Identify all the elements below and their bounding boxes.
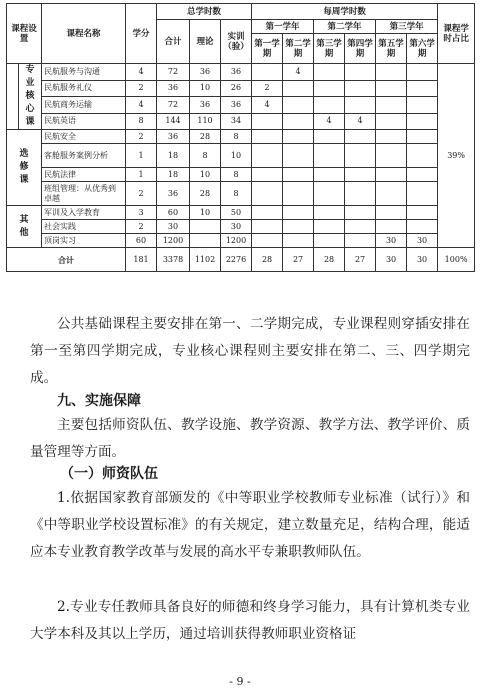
table-row — [7, 130, 475, 144]
total-ratio: 100% — [438, 248, 475, 272]
total-s1: 28 — [252, 248, 283, 272]
course-theory-cell: 10 — [190, 168, 221, 182]
course-s1-cell — [252, 168, 283, 182]
course-s1-cell — [252, 144, 283, 168]
course-s1-cell — [252, 234, 283, 248]
course-credits-cell: 4 — [126, 97, 157, 114]
course-s1-cell — [252, 182, 283, 206]
course-s4-cell — [345, 182, 376, 206]
course-credits-cell: 4 — [126, 64, 157, 81]
header-year2: 第二学年 — [314, 20, 376, 34]
course-credits-cell: 2 — [126, 220, 157, 234]
total-s5: 30 — [376, 248, 407, 272]
course-s6-cell — [407, 206, 438, 220]
course-name-cell: 民航英语 — [42, 113, 126, 130]
curriculum-table — [6, 3, 475, 272]
group-other-label: 其 他 — [7, 206, 42, 248]
table-row — [7, 80, 475, 97]
course-s4-cell: 4 — [345, 113, 376, 130]
header-sem2: 第二学期 — [283, 34, 314, 64]
course-s2-cell — [283, 113, 314, 130]
course-s3-cell — [314, 130, 345, 144]
course-s1-cell — [252, 64, 283, 81]
course-name-cell: 班组管理：从优秀到卓越 — [42, 182, 126, 206]
course-credits-cell: 1 — [126, 168, 157, 182]
group-elective-label: 选 修 课 — [7, 130, 42, 206]
course-s4-cell — [345, 130, 376, 144]
course-practice-cell: 1200 — [221, 234, 252, 248]
course-name-cell: 民航服务礼仪 — [42, 80, 126, 97]
course-credits-cell: 2 — [126, 130, 157, 144]
course-s4-cell — [345, 220, 376, 234]
course-total-cell: 30 — [157, 220, 190, 234]
course-practice-cell: 26 — [221, 80, 252, 97]
course-theory-cell: 110 — [190, 113, 221, 130]
course-credits-cell: 1 — [126, 144, 157, 168]
course-s2-cell — [283, 220, 314, 234]
course-practice-cell: 10 — [221, 144, 252, 168]
course-s1-cell — [252, 113, 283, 130]
course-theory-cell — [190, 234, 221, 248]
course-rows — [7, 64, 475, 248]
course-credits-cell: 2 — [126, 182, 157, 206]
course-s3-cell — [314, 97, 345, 114]
course-total-cell: 144 — [157, 113, 190, 130]
course-s5-cell — [376, 80, 407, 97]
header-year3: 第三学年 — [376, 20, 438, 34]
course-name-cell: 社会实践 — [42, 220, 126, 234]
course-total-cell: 36 — [157, 130, 190, 144]
table-row — [7, 220, 475, 234]
course-s2-cell — [283, 144, 314, 168]
header-sem6: 第六学期 — [407, 34, 438, 64]
course-s6-cell — [407, 113, 438, 130]
course-s2-cell — [283, 97, 314, 114]
header-total-hours: 总学时数 — [157, 4, 252, 20]
course-s4-cell — [345, 64, 376, 81]
total-label: 合计 — [7, 248, 126, 272]
course-s3-cell — [314, 182, 345, 206]
course-s3-cell — [314, 64, 345, 81]
course-s3-cell — [314, 168, 345, 182]
core-blank-cell — [7, 64, 19, 130]
paragraph-teachers-2: 2.专业专任教师具备良好的师德和终身学习能力，具有计算机类专业大学本科及其以上学历，通过培训获得教师职业资格证 — [30, 599, 470, 642]
course-practice-cell: 50 — [221, 206, 252, 220]
course-s1-cell — [252, 206, 283, 220]
course-practice-cell: 30 — [221, 220, 252, 234]
header-total: 合计 — [157, 20, 190, 64]
course-s3-cell — [314, 220, 345, 234]
table-row — [7, 64, 475, 81]
total-credits: 181 — [126, 248, 157, 272]
course-theory-cell: 28 — [190, 130, 221, 144]
course-theory-cell: 10 — [190, 206, 221, 220]
course-s5-cell — [376, 220, 407, 234]
table-row — [7, 97, 475, 114]
course-s5-cell — [376, 64, 407, 81]
course-theory-cell: 10 — [190, 80, 221, 97]
course-name-cell: 军训及入学教育 — [42, 206, 126, 220]
course-s2-cell: 4 — [283, 64, 314, 81]
course-s1-cell: 2 — [252, 80, 283, 97]
course-credits-cell: 3 — [126, 206, 157, 220]
course-total-cell: 1200 — [157, 234, 190, 248]
total-s4: 27 — [345, 248, 376, 272]
course-s6-cell — [407, 220, 438, 234]
paragraph-overview: 主要包括师资队伍、教学设施、教学资源、教学方法、教学评价、质量管理等方面。 — [30, 417, 470, 460]
course-practice-cell: 8 — [221, 130, 252, 144]
total-practice: 2276 — [221, 248, 252, 272]
header-practice: 实训（验） — [221, 20, 252, 64]
course-theory-cell: 28 — [190, 182, 221, 206]
table-row — [7, 234, 475, 248]
header-sem5: 第五学期 — [376, 34, 407, 64]
header-year1: 第一学年 — [252, 20, 314, 34]
course-s1-cell: 4 — [252, 97, 283, 114]
page-number: - 9 - — [229, 675, 251, 688]
header-sem1: 第一学期 — [252, 34, 283, 64]
course-s5-cell — [376, 113, 407, 130]
course-s5-cell: 30 — [376, 234, 407, 248]
header-theory: 理论 — [190, 20, 221, 64]
course-name-cell: 顶岗实习 — [42, 234, 126, 248]
course-total-cell: 60 — [157, 206, 190, 220]
course-practice-cell: 34 — [221, 113, 252, 130]
header-category: 课程设置 — [7, 4, 42, 64]
course-s6-cell — [407, 144, 438, 168]
header-weekly-hours: 每周学时数 — [252, 4, 438, 20]
table-row — [7, 113, 475, 130]
total-s6: 30 — [407, 248, 438, 272]
course-name-cell: 民航安全 — [42, 130, 126, 144]
course-name-cell: 民航法律 — [42, 168, 126, 182]
course-s6-cell: 30 — [407, 234, 438, 248]
course-s1-cell — [252, 130, 283, 144]
course-theory-cell: 36 — [190, 64, 221, 81]
course-credits-cell: 60 — [126, 234, 157, 248]
course-s6-cell — [407, 64, 438, 81]
course-practice-cell: 36 — [221, 64, 252, 81]
course-theory-cell — [190, 220, 221, 234]
course-total-cell: 36 — [157, 182, 190, 206]
course-s6-cell — [407, 168, 438, 182]
course-name-cell: 民航服务与沟通 — [42, 64, 126, 81]
course-s6-cell — [407, 130, 438, 144]
course-s4-cell — [345, 206, 376, 220]
course-total-cell: 18 — [157, 144, 190, 168]
course-s6-cell — [407, 97, 438, 114]
course-practice-cell: 36 — [221, 97, 252, 114]
course-s5-cell — [376, 144, 407, 168]
course-name-cell: 民航商务运输 — [42, 97, 126, 114]
course-credits-cell: 8 — [126, 113, 157, 130]
course-credits-cell: 2 — [126, 80, 157, 97]
total-hours: 3378 — [157, 248, 190, 272]
course-s3-cell — [314, 234, 345, 248]
header-sem3: 第三学期 — [314, 34, 345, 64]
course-s2-cell — [283, 234, 314, 248]
course-s3-cell: 4 — [314, 113, 345, 130]
course-s5-cell — [376, 206, 407, 220]
course-s4-cell — [345, 97, 376, 114]
section-heading: 九、实施保障 — [57, 393, 141, 409]
course-s5-cell — [376, 168, 407, 182]
paragraph-teachers-1: 1.依据国家教育部颁发的《中等职业学校教师专业标准（试行）》和《中等职业学校设置标准》的有关规定，建立数量充足，结构合理，能适应本专业教育教学改革与发展的高水平专兼职教师队伍。 — [30, 490, 470, 560]
group-core-label: 专 业 核 心 课 — [19, 64, 42, 130]
subsection-heading: （一）师资队伍 — [60, 466, 158, 482]
table-row — [7, 168, 475, 182]
table-row — [7, 206, 475, 220]
course-s3-cell — [314, 144, 345, 168]
course-s4-cell — [345, 234, 376, 248]
course-s2-cell — [283, 182, 314, 206]
header-ratio: 课程学时占比 — [438, 4, 475, 64]
header-course-name: 课程名称 — [42, 4, 126, 64]
course-s2-cell — [283, 130, 314, 144]
course-total-cell: 72 — [157, 97, 190, 114]
total-row — [7, 248, 475, 272]
course-s3-cell — [314, 80, 345, 97]
table-row — [7, 144, 475, 168]
course-s5-cell — [376, 97, 407, 114]
course-practice-cell: 8 — [221, 182, 252, 206]
course-s2-cell — [283, 80, 314, 97]
course-total-cell: 18 — [157, 168, 190, 182]
course-s5-cell — [376, 130, 407, 144]
paragraph-schedule: 公共基础课程主要安排在第一、二学期完成，专业课程则穿插安排在第一至第四学期完成，专业核心课程则主要安排在第二、三、四学期完成。 — [30, 316, 470, 386]
course-practice-cell: 8 — [221, 168, 252, 182]
table-row — [7, 182, 475, 206]
course-s3-cell — [314, 206, 345, 220]
header-sem4: 第四学期 — [345, 34, 376, 64]
course-name-cell: 客舱服务案例分析 — [42, 144, 126, 168]
course-s4-cell — [345, 144, 376, 168]
course-theory-cell: 8 — [190, 144, 221, 168]
total-theory: 1102 — [190, 248, 221, 272]
course-s2-cell — [283, 206, 314, 220]
ratio-cell: 39% — [438, 64, 475, 248]
course-total-cell: 72 — [157, 64, 190, 81]
course-theory-cell: 36 — [190, 97, 221, 114]
course-s1-cell — [252, 220, 283, 234]
header-credits: 学分 — [126, 4, 157, 64]
course-s6-cell — [407, 80, 438, 97]
course-s6-cell — [407, 182, 438, 206]
course-s4-cell — [345, 168, 376, 182]
total-s2: 27 — [283, 248, 314, 272]
course-s2-cell — [283, 168, 314, 182]
course-s4-cell — [345, 80, 376, 97]
course-total-cell: 36 — [157, 80, 190, 97]
course-s5-cell — [376, 182, 407, 206]
total-s3: 28 — [314, 248, 345, 272]
